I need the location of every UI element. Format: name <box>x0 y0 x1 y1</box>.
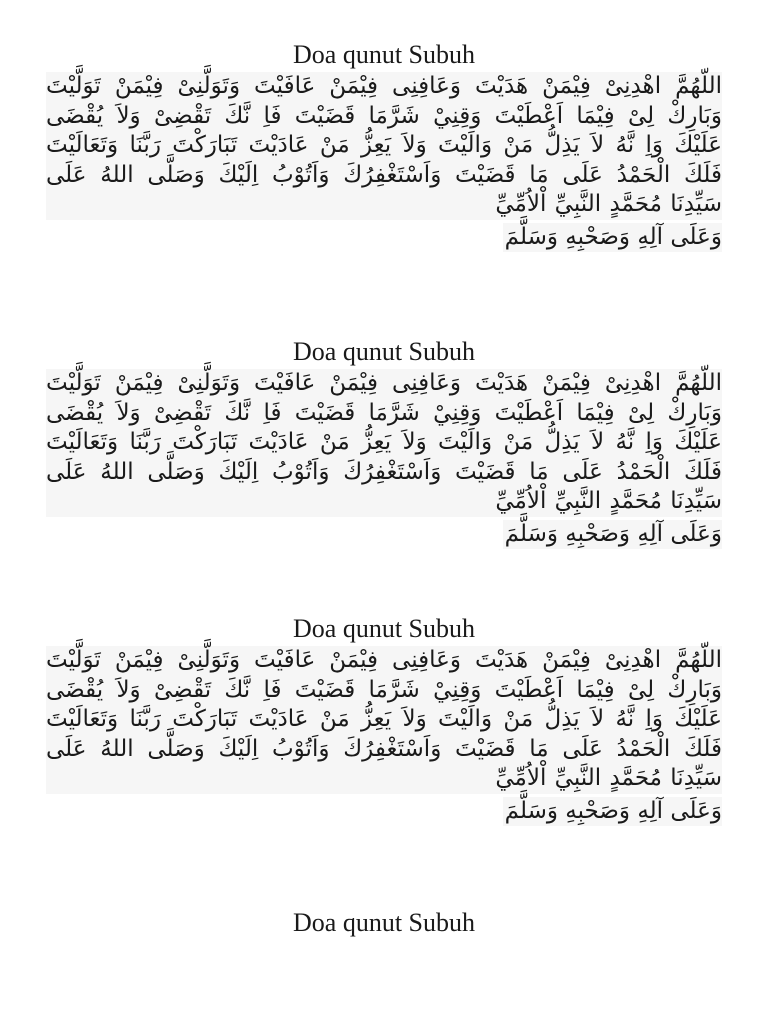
section-title: Doa qunut Subuh <box>293 614 475 643</box>
section-title: Doa qunut Subuh <box>293 908 475 937</box>
section-title: Doa qunut Subuh <box>293 40 475 69</box>
prayer-section <box>46 614 722 826</box>
prayer-section <box>46 40 722 252</box>
arabic-text-block <box>46 646 722 826</box>
prayer-closing-line: وَعَلَى آلِهِ وَصَحْبِهِ وَسَلَّمَ <box>503 797 722 827</box>
prayer-body-text: اللّهُمَّ اهْدِنِىْ فِيْمَنْ هَدَيْتَ وَعَافِنِى فِيْمَنْ عَافَيْتَ وَتَوَلَّنِىْ فِيْمَنْ تَوَلَّيْتَ وَبَارِكْ لِىْ فِيْمَا اَعْطَيْتَ وَقِنِيْ شَرَّمَا قَضَيْتَ فَاِ نَّكَ تَقْضِىْ وَلاَ يُقْضَى عَلَيْكَ وَاِ نَّهُ لاَ يَذِلُّ مَنْ وَالَيْتَ وَلاَ يَعِزُّ مَنْ عَادَيْتَ تَبَارَكْتَ رَبَّنَا وَتَعَالَيْتَ فَلَكَ الْحَمْدُ عَلَى مَا قَضَيْتَ وَاَسْتَغْفِرُكَ وَاَتُوْبُ اِلَيْكَ وَصَلَّى اللهُ عَلَى سَيِّدِنَا مُحَمَّدٍ النَّبِيِّ اْلاُمِّيِّ <box>46 72 722 220</box>
arabic-text-block <box>46 72 722 252</box>
prayer-section <box>46 337 722 549</box>
prayer-section <box>46 908 722 938</box>
closing-row <box>46 794 722 827</box>
closing-row <box>46 517 722 550</box>
prayer-closing-line: وَعَلَى آلِهِ وَصَحْبِهِ وَسَلَّمَ <box>503 223 722 253</box>
arabic-text-block <box>46 369 722 549</box>
prayer-closing-line: وَعَلَى آلِهِ وَصَحْبِهِ وَسَلَّمَ <box>503 520 722 550</box>
section-title: Doa qunut Subuh <box>293 337 475 366</box>
prayer-body-text: اللّهُمَّ اهْدِنِىْ فِيْمَنْ هَدَيْتَ وَعَافِنِى فِيْمَنْ عَافَيْتَ وَتَوَلَّنِىْ فِيْمَنْ تَوَلَّيْتَ وَبَارِكْ لِىْ فِيْمَا اَعْطَيْتَ وَقِنِيْ شَرَّمَا قَضَيْتَ فَاِ نَّكَ تَقْضِىْ وَلاَ يُقْضَى عَلَيْكَ وَاِ نَّهُ لاَ يَذِلُّ مَنْ وَالَيْتَ وَلاَ يَعِزُّ مَنْ عَادَيْتَ تَبَارَكْتَ رَبَّنَا وَتَعَالَيْتَ فَلَكَ الْحَمْدُ عَلَى مَا قَضَيْتَ وَاَسْتَغْفِرُكَ وَاَتُوْبُ اِلَيْكَ وَصَلَّى اللهُ عَلَى سَيِّدِنَا مُحَمَّدٍ النَّبِيِّ اْلاُمِّيِّ <box>46 646 722 794</box>
prayer-body-text: اللّهُمَّ اهْدِنِىْ فِيْمَنْ هَدَيْتَ وَعَافِنِى فِيْمَنْ عَافَيْتَ وَتَوَلَّنِىْ فِيْمَنْ تَوَلَّيْتَ وَبَارِكْ لِىْ فِيْمَا اَعْطَيْتَ وَقِنِيْ شَرَّمَا قَضَيْتَ فَاِ نَّكَ تَقْضِىْ وَلاَ يُقْضَى عَلَيْكَ وَاِ نَّهُ لاَ يَذِلُّ مَنْ وَالَيْتَ وَلاَ يَعِزُّ مَنْ عَادَيْتَ تَبَارَكْتَ رَبَّنَا وَتَعَالَيْتَ فَلَكَ الْحَمْدُ عَلَى مَا قَضَيْتَ وَاَسْتَغْفِرُكَ وَاَتُوْبُ اِلَيْكَ وَصَلَّى اللهُ عَلَى سَيِّدِنَا مُحَمَّدٍ النَّبِيِّ اْلاُمِّيِّ <box>46 369 722 517</box>
closing-row <box>46 220 722 253</box>
